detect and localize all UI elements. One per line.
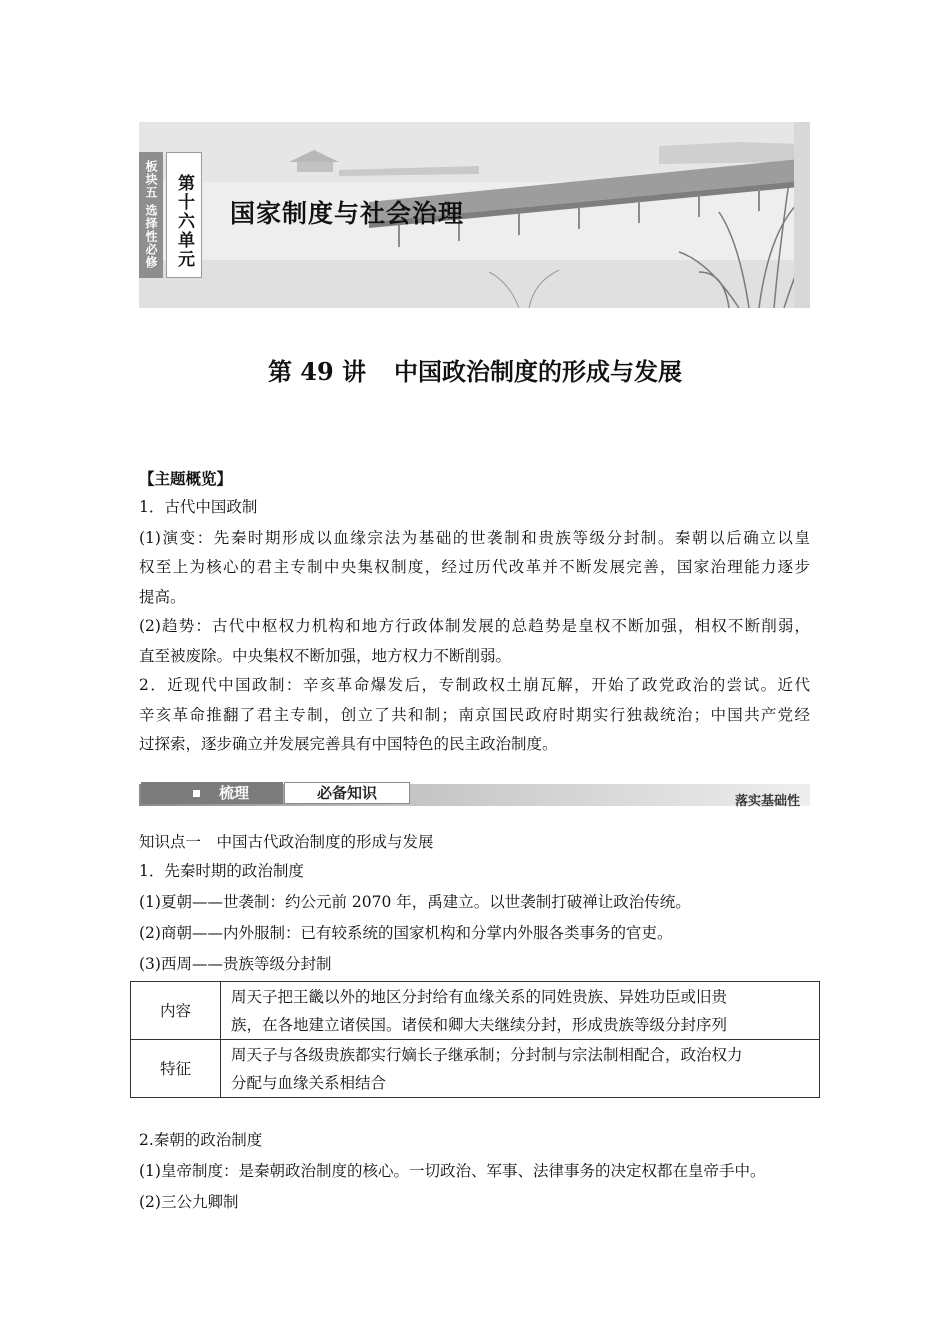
square-icon [193,790,200,797]
section-label: 必备知识 [284,782,410,804]
overview-line: 权至上为核心的君主专制中央集权制度，经过历代改革并不断发展完善，国家治理能力逐步 [139,558,810,576]
overview-line: 1．古代中国政制 [139,498,258,516]
table-cell-line: 族，在各地建立诸侯国。诸侯和卿大夫继续分封，形成贵族等级分封序列 [231,1015,728,1034]
block-tab: 板块五 选择性必修 [139,152,163,278]
overview-line: (2)趋势：古代中枢权力机构和地方行政体制发展的总趋势是皇权不断加强，相权不断削弱， [139,617,810,635]
qin-line: (2)三公九卿制 [139,1193,239,1211]
overview-line: 2．近现代中国政制：辛亥革命爆发后，专制政权土崩瓦解，开始了政党政治的尝试。近代 [139,676,810,694]
lecture-title [0,352,950,387]
section-tag-label: 梳理 [219,784,250,802]
table-cell [221,982,820,1040]
section-tag [141,782,283,804]
unit-label: 第十六单元 [166,152,202,278]
table-cell-line: 周天子把王畿以外的地区分封给有血缘关系的同姓贵族、异姓功臣或旧贵 [231,987,728,1006]
table-row [131,1040,820,1098]
section-subtitle: 落实基础性 [734,794,800,809]
table-cell-line: 分配与血缘关系相结合 [231,1073,387,1092]
knowledge-point-title: 知识点一 中国古代政治制度的形成与发展 [139,833,434,851]
table-row [131,982,820,1040]
unit-title: 国家制度与社会治理 [230,199,465,228]
table-cell [221,1040,820,1098]
overview-line: 过探索，逐步确立并发展完善具有中国特色的民主政治制度。 [139,735,558,753]
knowledge-line: (3)西周——贵族等级分封制 [139,955,332,973]
table-row-head: 特征 [131,1040,221,1098]
table-cell-line: 周天子与各级贵族都实行嫡长子继承制；分封制与宗法制相配合，政治权力 [231,1045,743,1064]
overview-line: 直至被废除。中央集权不断加强，地方权力不断削弱。 [139,647,512,665]
overview-line: 辛亥革命推翻了君主专制，创立了共和制；南京国民政府时期实行独裁统治；中国共产党经 [139,706,810,724]
qin-line: (1)皇帝制度：是秦朝政治制度的核心。一切政治、军事、法律事务的决定权都在皇帝手中。 [139,1162,766,1180]
feudal-system-table [130,981,820,1098]
lecture-name: 中国政治制度的形成与发展 [394,357,683,386]
knowledge-line: 1．先秦时期的政治制度 [139,862,304,880]
lecture-number: 第 49 讲 [267,357,367,386]
table-row-head: 内容 [131,982,221,1040]
section-bar [139,780,810,810]
overview-line: (1)演变：先秦时期形成以血缘宗法为基础的世袭制和贵族等级分封制。秦朝以后确立以皇 [139,529,810,547]
overview-line: 提高。 [139,588,186,606]
overview-heading: 【主题概览】 [139,469,233,488]
qin-heading: 2.秦朝的政治制度 [139,1131,263,1149]
knowledge-line: (2)商朝——内外服制：已有较系统的国家机构和分掌内外服各类事务的官吏。 [139,924,673,942]
knowledge-line: (1)夏朝——世袭制：约公元前 2070 年，禹建立。以世袭制打破禅让政治传统。 [139,893,691,911]
unit-banner [139,122,810,308]
